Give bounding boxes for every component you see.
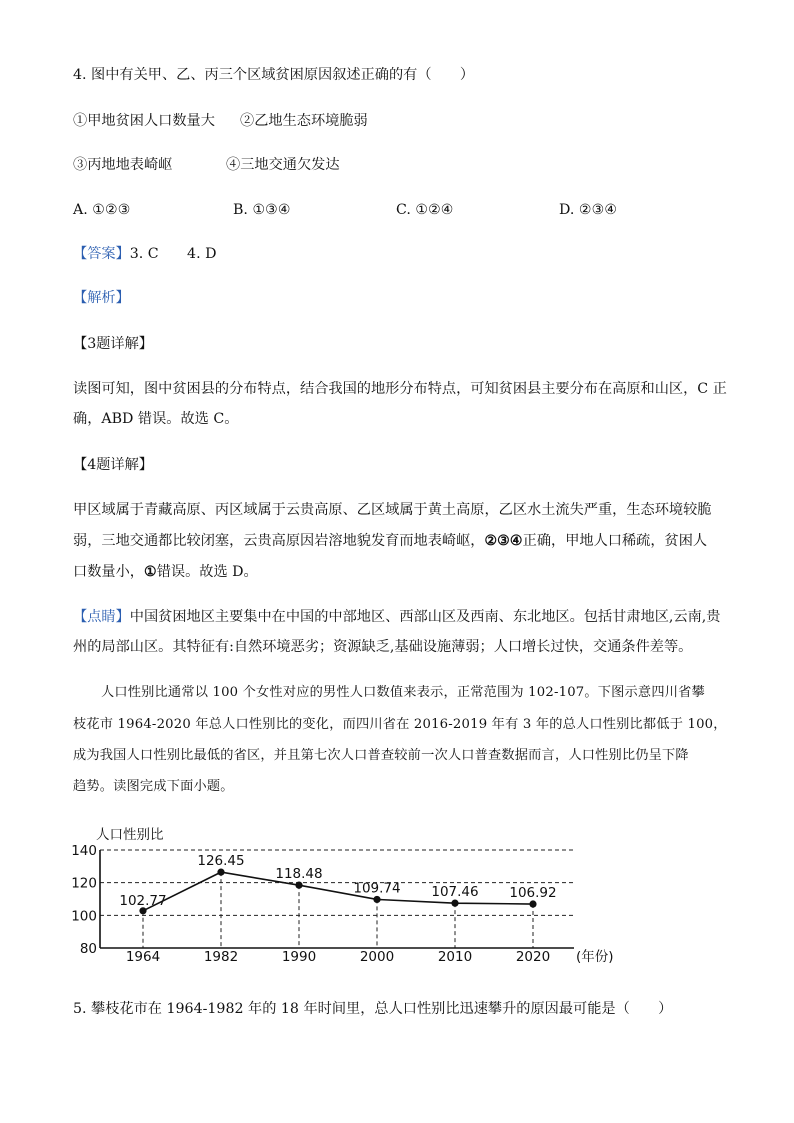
passage-line-1: 人口性别比通常以 100 个女性对应的男性人口数值来表示，正常范围为 102-107。下图示意四川省攀: [101, 685, 705, 700]
detail-4-title: 【4题详解】: [73, 457, 153, 473]
passage-line-3: 成为我国人口性别比最低的省区，并且第七次人口普查较前一次人口普查数据而言，人口性别比仍呈下降: [73, 748, 689, 763]
analysis-line: [73, 291, 130, 305]
statement-3: ③丙地地表崎岖: [73, 157, 173, 173]
detail-3-para-2: 确，ABD 错误。故选 C。: [73, 411, 239, 427]
detail-3-para-1: 读图可知，图中贫困县的分布特点，结合我国的地形分布特点，可知贫困县主要分布在高原和山区，C 正: [73, 381, 727, 397]
value-label-2020: 106.92: [509, 885, 557, 902]
data-point-2000: [373, 896, 380, 903]
chart-axes: [100, 850, 574, 948]
data-point-2020: [529, 900, 536, 907]
detail-4-para-2: [73, 534, 707, 548]
value-label-1964: 102.77: [119, 892, 167, 909]
x-tick-1964: 1964: [125, 949, 161, 965]
statement-2: ②乙地生态环境脆弱: [240, 113, 368, 129]
data-point-2010: [451, 900, 458, 907]
note-line-2: 州的局部山区。其特征有:自然环境恶劣；资源缺乏,基础设施薄弱；人口增长过快，交通条件差等。: [73, 639, 693, 655]
detail-4-correct-marks: ②③④: [484, 533, 523, 549]
y-tick-80: 80: [79, 941, 97, 957]
detail-3-title: 【3题详解】: [73, 336, 153, 352]
note-label: 【点睛】: [73, 609, 130, 625]
question-5-stem: 5. 攀枝花市在 1964-1982 年的 18 年时间里，总人口性别比迅速攀升的原因最可能是（ ）: [73, 1001, 673, 1017]
option-d: D. ②③④: [559, 202, 618, 218]
detail-4-text-a: 弱，三地交通都比较闭塞，云贵高原因岩溶地貌发育而地表崎岖，: [73, 533, 485, 549]
detail-4-text-d: 口数量小，: [73, 564, 144, 580]
question-4-stem: 4. 图中有关甲、乙、丙三个区域贫困原因叙述正确的有（ ）: [73, 67, 475, 83]
detail-4-text-e: 错误。故选 D。: [156, 564, 258, 580]
y-tick-100: 100: [71, 908, 97, 925]
chart-value-labels: [119, 853, 556, 909]
answer-line: [73, 247, 216, 261]
statement-1: ①甲地贫困人口数量大: [73, 113, 215, 129]
passage-line-4: 趋势。读图完成下面小题。: [73, 779, 234, 794]
statement-4: ④三地交通欠发达: [226, 157, 340, 173]
x-tick-1982: 1982: [203, 949, 239, 965]
detail-4-para-3: [73, 565, 258, 579]
value-label-2000: 109.74: [353, 880, 401, 897]
chart-x-ticks: [126, 949, 550, 965]
detail-4-wrong-mark: ①: [143, 564, 157, 580]
option-b: B. ①③④: [233, 202, 291, 218]
value-label-1990: 118.48: [275, 866, 323, 883]
passage-line-2: 枝花市 1964-2020 年总人口性别比的变化，而四川省在 2016-2019 年有 3 年的总人口性别比都低于 100，: [73, 717, 727, 732]
chart-y-ticks: [71, 843, 97, 957]
chart-xlabel: (年份): [576, 949, 614, 965]
x-tick-2020: 2020: [515, 949, 551, 965]
analysis-label: 【解析】: [73, 290, 130, 306]
detail-4-para-1: 甲区域属于青藏高原、丙区域属于云贵高原、乙区域属于黄土高原，乙区水土流失严重，生态环境较脆: [73, 502, 712, 518]
note-line-1: [73, 610, 720, 624]
data-point-1982: [217, 869, 224, 876]
answer-text: 3. C 4. D: [129, 246, 217, 262]
value-label-1982: 126.45: [197, 853, 245, 870]
chart-ylabel: 人口性别比: [96, 827, 164, 843]
answer-label: 【答案】: [73, 246, 130, 262]
chart-grid: [100, 850, 574, 948]
x-tick-2010: 2010: [437, 949, 473, 965]
option-c: C. ①②④: [396, 202, 454, 218]
x-tick-1990: 1990: [281, 949, 317, 965]
x-tick-2000: 2000: [359, 949, 395, 965]
y-tick-120: 120: [71, 875, 97, 892]
note-text-1: 中国贫困地区主要集中在中国的中部地区、西部山区及西南、东北地区。包括甘肃地区,云南,贵: [129, 609, 721, 625]
y-tick-140: 140: [71, 843, 97, 859]
sex-ratio-line-chart: [70, 824, 630, 968]
data-point-1990: [295, 882, 302, 889]
value-label-2010: 107.46: [431, 884, 479, 901]
detail-4-text-c: 正确，甲地人口稀疏，贫困人: [522, 533, 708, 549]
option-a: A. ①②③: [73, 202, 131, 218]
